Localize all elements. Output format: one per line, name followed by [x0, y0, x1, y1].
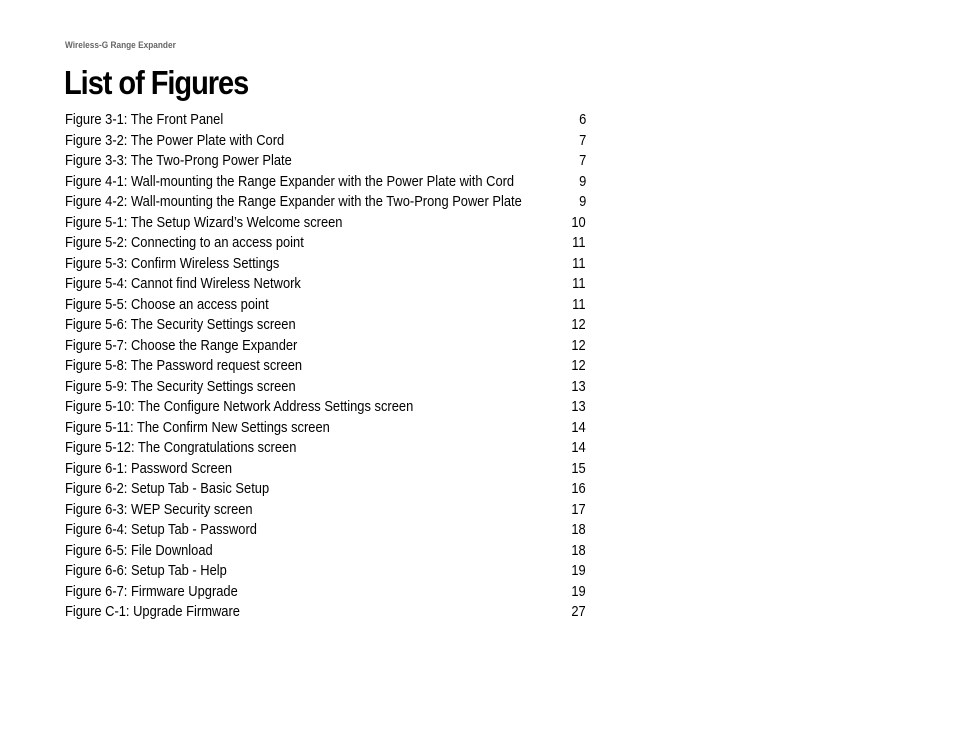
figure-entry[interactable] — [65, 561, 586, 582]
figure-entry-page-number: 10 — [571, 213, 586, 231]
figure-entry-page-number: 14 — [571, 439, 586, 456]
figure-entry[interactable] — [65, 418, 586, 439]
figure-entry[interactable] — [65, 520, 586, 541]
figure-entry-title: Figure 6-6: Setup Tab - Help — [65, 562, 227, 579]
figure-entry-page-number: 7 — [578, 152, 586, 169]
figure-entry-title: Figure 5-3: Confirm Wireless Settings — [65, 254, 280, 272]
figure-entry-page-number: 13 — [571, 377, 586, 395]
figure-entry-page-number: 15 — [571, 459, 586, 477]
figure-entry[interactable] — [65, 110, 586, 131]
figure-entry[interactable] — [65, 397, 586, 418]
figure-entry-title: Figure 5-1: The Setup Wizard’s Welcome screen — [65, 213, 343, 231]
figure-entry-page-number: 17 — [571, 500, 586, 518]
figure-entry-title: Figure 5-4: Cannot find Wireless Network — [65, 275, 301, 292]
figure-entry[interactable] — [65, 172, 586, 193]
figure-entry-title: Figure 4-2: Wall-mounting the Range Expander with the Two-Prong Power Plate — [65, 193, 522, 210]
figure-entry-page-number: 19 — [571, 582, 586, 600]
figure-entry-title: Figure C-1: Upgrade Firmware — [65, 603, 240, 620]
figure-entry[interactable] — [65, 602, 586, 623]
figure-entry-page-number: 12 — [571, 357, 586, 374]
figure-entry-title: Figure 5-5: Choose an access point — [65, 295, 269, 313]
figure-entry-page-number: 12 — [571, 316, 586, 333]
figure-entry[interactable] — [65, 459, 586, 480]
figure-entry[interactable] — [65, 336, 586, 357]
figure-entry-title: Figure 5-2: Connecting to an access point — [65, 234, 304, 251]
figure-entry[interactable] — [65, 151, 586, 172]
figure-entry-title: Figure 5-10: The Configure Network Address Settings screen — [65, 398, 414, 415]
figure-entry-title: Figure 6-3: WEP Security screen — [65, 500, 253, 518]
figure-entry[interactable] — [65, 213, 586, 234]
figure-entry-page-number: 11 — [572, 234, 586, 251]
figure-entry-page-number: 9 — [578, 193, 586, 210]
figure-entry-page-number: 6 — [578, 111, 586, 128]
figure-entry[interactable] — [65, 582, 586, 603]
figure-entry-title: Figure 6-7: Firmware Upgrade — [65, 582, 238, 600]
figure-entry-title: Figure 6-5: File Download — [65, 541, 213, 559]
figure-entry-page-number: 9 — [578, 172, 586, 190]
figure-entry-page-number: 12 — [571, 336, 586, 354]
figure-entry-title: Figure 5-8: The Password request screen — [65, 357, 303, 374]
figure-entry[interactable] — [65, 356, 586, 377]
figure-entry[interactable] — [65, 377, 586, 398]
figure-entry[interactable] — [65, 254, 586, 275]
figure-entry-title: Figure 6-2: Setup Tab - Basic Setup — [65, 480, 270, 497]
figure-entry-page-number: 18 — [571, 521, 586, 538]
figure-entry[interactable] — [65, 131, 586, 152]
figure-entry-title: Figure 3-1: The Front Panel — [65, 111, 224, 128]
figure-entry-page-number: 18 — [571, 541, 586, 559]
figure-entry-page-number: 7 — [578, 131, 586, 149]
figure-entry-page-number: 11 — [572, 254, 586, 272]
figure-entry-title: Figure 6-4: Setup Tab - Password — [65, 521, 257, 538]
figure-entry-title: Figure 3-2: The Power Plate with Cord — [65, 131, 285, 149]
page-title: List of Figures — [64, 64, 249, 101]
figure-entry-page-number: 27 — [571, 603, 586, 620]
figure-entry-title: Figure 5-12: The Congratulations screen — [65, 439, 297, 456]
figure-entry[interactable] — [65, 192, 586, 213]
figure-list — [65, 110, 586, 623]
figure-entry-title: Figure 6-1: Password Screen — [65, 459, 233, 477]
figure-entry[interactable] — [65, 233, 586, 254]
figure-entry-page-number: 19 — [571, 562, 586, 579]
figure-entry-page-number: 14 — [571, 418, 586, 436]
figure-entry[interactable] — [65, 274, 586, 295]
figure-entry[interactable] — [65, 295, 586, 316]
figure-entry[interactable] — [65, 315, 586, 336]
figure-entry-title: Figure 5-9: The Security Settings screen — [65, 377, 296, 395]
figure-entry[interactable] — [65, 500, 586, 521]
figure-entry-page-number: 13 — [571, 398, 586, 415]
figure-entry-page-number: 16 — [571, 480, 586, 497]
figure-entry-title: Figure 4-1: Wall-mounting the Range Expander with the Power Plate with Cord — [65, 172, 515, 190]
figure-entry-title: Figure 5-7: Choose the Range Expander — [65, 336, 298, 354]
running-header: Wireless-G Range Expander — [65, 40, 176, 50]
figure-entry[interactable] — [65, 479, 586, 500]
figure-entry-title: Figure 3-3: The Two-Prong Power Plate — [65, 152, 292, 169]
figure-entry-title: Figure 5-11: The Confirm New Settings screen — [65, 418, 330, 436]
figure-entry-title: Figure 5-6: The Security Settings screen — [65, 316, 296, 333]
figure-entry-page-number: 11 — [572, 275, 586, 292]
figure-entry[interactable] — [65, 541, 586, 562]
figure-entry[interactable] — [65, 438, 586, 459]
figure-entry-page-number: 11 — [572, 295, 586, 313]
